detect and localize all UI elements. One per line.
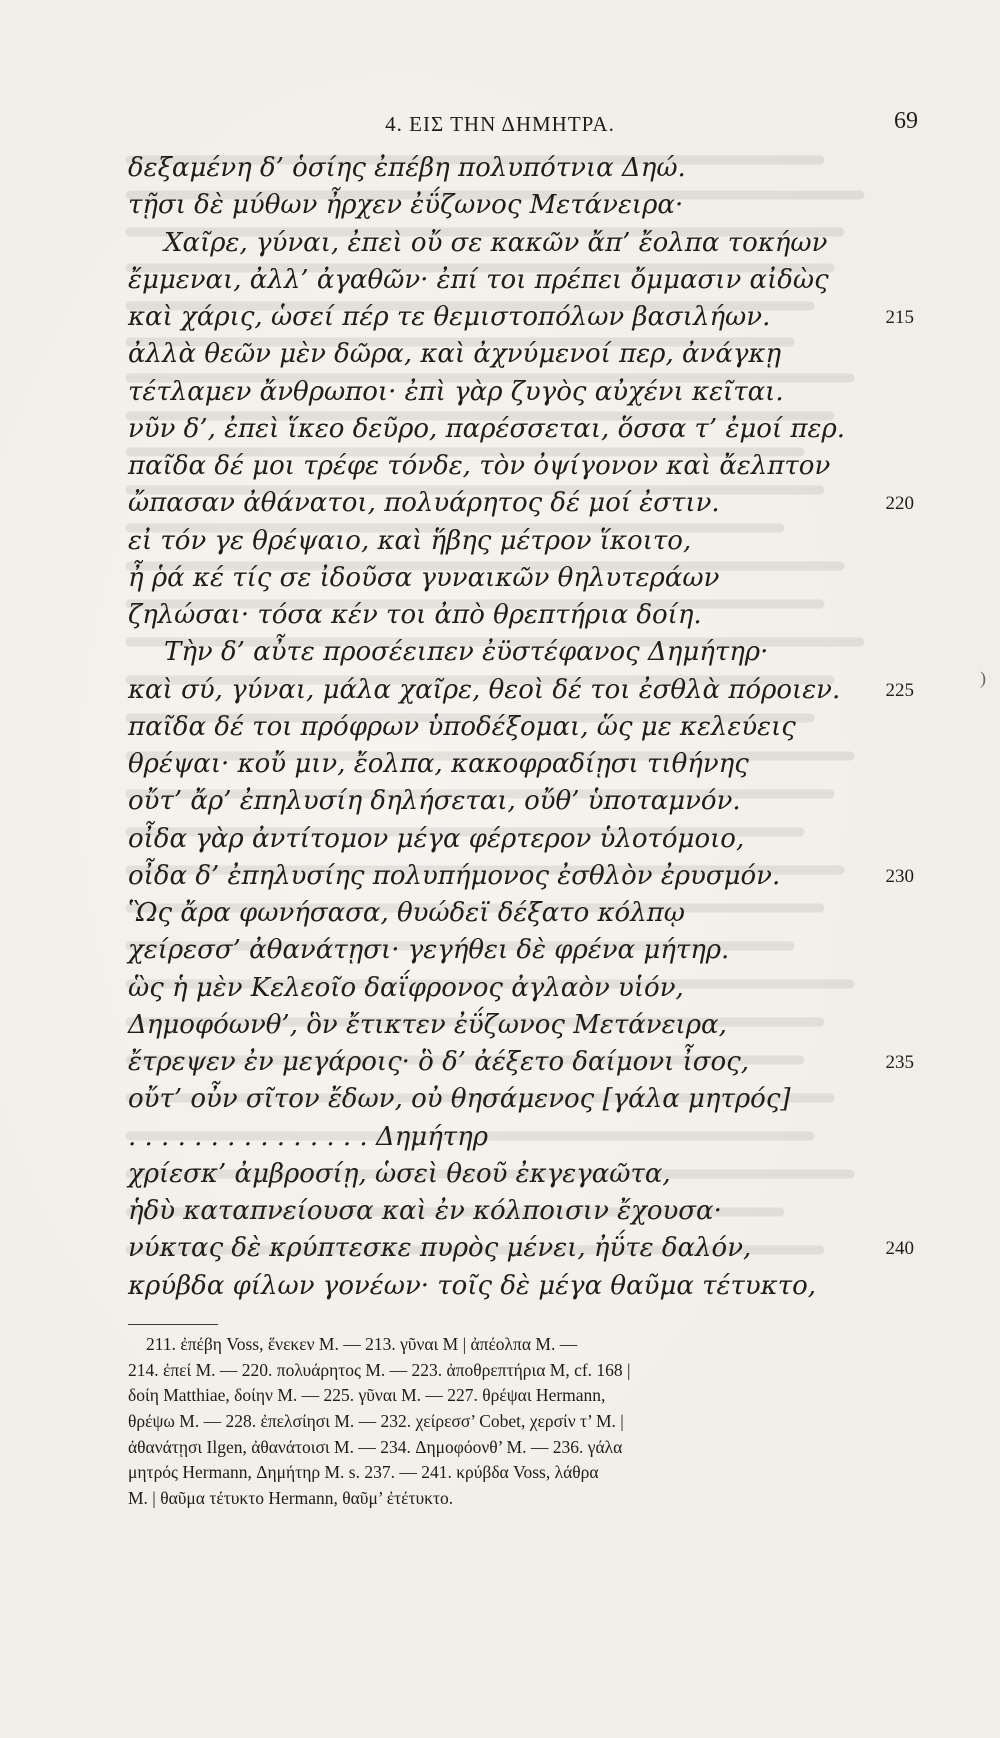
verse-line: [0, 560, 1000, 597]
verse-line: [0, 1193, 1000, 1230]
verse-block: [0, 150, 1000, 1305]
apparatus-line: 214. ἐπεί M. — 220. πολυάρητος M. — 223. ἀποθρεπτήρια M, cf. 168 |: [128, 1359, 631, 1380]
verse-text: Δημοφόωνθ’, ὃν ἔτικτεν ἐΰζωνος Μετάνειρα,: [128, 1009, 727, 1040]
verse-line: [0, 895, 1000, 932]
verse-text: ἔμμεναι, ἀλλ’ ἀγαθῶν· ἐπί τοι πρέπει ὄμμασιν αἰδὼς: [128, 264, 829, 295]
page-number: 69: [894, 108, 918, 134]
verse-line: [0, 523, 1000, 560]
verse-text: ἔτρεψεν ἐν μεγάροις· ὃ δ’ ἀέξετο δαίμονι ἶσος,: [128, 1047, 750, 1077]
verse-line: [0, 374, 1000, 411]
line-number: 225: [885, 679, 914, 701]
verse-text: Χαῖρε, γύναι, ἐπεὶ οὔ σε κακῶν ἄπ’ ἔολπα τοκήων: [164, 227, 828, 258]
verse-text: καὶ χάρις, ὡσεί πέρ τε θεμιστοπόλων βασιλήων.: [128, 302, 771, 332]
line-number: 220: [885, 493, 914, 515]
verse-line: [0, 225, 1000, 262]
verse-line: [0, 672, 1000, 709]
verse-line: [0, 858, 1000, 895]
apparatus-line: ἀθανάτῃσι Ilgen, ἀθανάτοισι M. — 234. Δημοφόονθ’ M. — 236. γάλα: [128, 1436, 623, 1457]
verse-text: οἶδα δ’ ἐπηλυσίης πολυπήμονος ἐσθλὸν ἐρυσμόν.: [128, 860, 781, 891]
verse-text: Τὴν δ’ αὖτε προσέειπεν ἐϋστέφανος Δημήτηρ·: [164, 637, 769, 668]
verse-line: [0, 783, 1000, 820]
apparatus-line: δοίη Matthiae, δοίην M. — 225. γῦναι M. — 227. θρέψαι Hermann,: [128, 1385, 606, 1406]
verse-line: [0, 1119, 1000, 1156]
verse-line: [0, 1156, 1000, 1193]
verse-line: [0, 1268, 1000, 1305]
verse-text: νύκτας δὲ κρύπτεσκε πυρὸς μένει, ἠΰτε δαλόν,: [128, 1233, 752, 1264]
verse-text: εἰ τόν γε θρέψαιο, καὶ ἥβης μέτρον ἵκοιτο,: [128, 525, 692, 556]
margin-mark: ): [980, 668, 986, 688]
verse-line: [0, 746, 1000, 783]
verse-text: δεξαμένη δ’ ὁσίης ἐπέβη πολυπότνια Δηώ.: [128, 153, 686, 183]
verse-text: Ὣς ἄρα φωνήσασα, θυώδεϊ δέξατο κόλπῳ: [128, 898, 685, 928]
verse-text: καὶ σύ, γύναι, μάλα χαῖρε, θεοὶ δέ τοι ἐσθλὰ πόροιεν.: [128, 674, 841, 705]
verse-text: οὔτ’ οὖν σῖτον ἔδων, οὐ θησάμενος [γάλα μητρός]: [128, 1084, 791, 1115]
verse-line: [0, 150, 1000, 187]
verse-line: [0, 1007, 1000, 1044]
verse-text: τῇσι δὲ μύθων ἦρχεν ἐΰζωνος Μετάνειρα·: [128, 190, 684, 221]
verse-text: παῖδα δέ τοι πρόφρων ὑποδέξομαι, ὥς με κελεύεις: [128, 711, 796, 742]
verse-text: οἶδα γὰρ ἀντίτομον μέγα φέρτερον ὑλοτόμοιο,: [128, 823, 745, 854]
line-number: 235: [885, 1052, 914, 1073]
verse-line: [0, 448, 1000, 485]
footnote-rule: [128, 1324, 218, 1325]
verse-line: [0, 187, 1000, 224]
verse-text: ἀλλὰ θεῶν μὲν δῶρα, καὶ ἀχνύμενοί περ, ἀνάγκῃ: [128, 339, 782, 370]
verse-line: [0, 485, 1000, 522]
verse-text: θρέψαι· κοὔ μιν, ἔολπα, κακοφραδίῃσι τιθήνης: [128, 749, 749, 779]
verse-line: [0, 1044, 1000, 1081]
verse-line: [0, 970, 1000, 1007]
verse-line: [0, 597, 1000, 634]
verse-text: ὣς ἡ μὲν Κελεοῖο δαΐφρονος ἀγλαὸν υἱόν,: [128, 972, 684, 1003]
apparatus-line: 211. ἐπέβη Voss, ἕνεκεν M. — 213. γῦναι M | ἀπέολπα M. —: [146, 1334, 578, 1354]
verse-text: χρίεσκ’ ἀμβροσίῃ, ὡσεὶ θεοῦ ἐκγεγαῶτα,: [128, 1158, 671, 1189]
critical-apparatus: [128, 1332, 918, 1512]
apparatus-line: θρέψω M. — 228. ἐπελσίησι M. — 232. χείρεσσ’ Cobet, χερσίν τ’ M. |: [128, 1411, 624, 1432]
verse-text: τέτλαμεν ἄνθρωποι· ἐπὶ γὰρ ζυγὸς αὐχένι κεῖται.: [128, 376, 784, 407]
verse-text: ἡδὺ καταπνείουσα καὶ ἐν κόλποισιν ἔχουσα·: [128, 1196, 722, 1226]
verse-text: ἦ ῥά κέ τίς σε ἰδοῦσα γυναικῶν θηλυτεράων: [128, 562, 720, 593]
verse-line: [0, 1230, 1000, 1267]
verse-text: παῖδα δέ μοι τρέφε τόνδε, τὸν ὀψίγονον καὶ ἄελπτον: [128, 451, 831, 481]
verse-line: [0, 709, 1000, 746]
verse-line: [0, 262, 1000, 299]
apparatus-line: M. | θαῦμα τέτυκτο Hermann, θαῦμ’ ἐτέτυκτο.: [128, 1488, 454, 1509]
verse-line: [0, 634, 1000, 671]
apparatus-line: μητρός Hermann, Δημήτηρ M. s. 237. — 241. κρύβδα Voss, λάθρα: [128, 1462, 599, 1483]
verse-line: [0, 336, 1000, 373]
line-number: 215: [885, 307, 914, 328]
verse-text: οὔτ’ ἄρ’ ἐπηλυσίη δηλήσεται, οὔθ’ ὑποταμνόν.: [128, 786, 741, 817]
line-number: 240: [885, 1238, 914, 1260]
verse-text: νῦν δ’, ἐπεὶ ἵκεο δεῦρο, παρέσσεται, ὅσσα τ’ ἐμοί περ.: [128, 413, 846, 444]
verse-text: κρύβδα φίλων γονέων· τοῖς δὲ μέγα θαῦμα τέτυκτο,: [128, 1270, 817, 1301]
running-header: 4. ΕΙΣ ΤΗΝ ΔΗΜΗΤΡΑ.: [385, 112, 615, 136]
verse-line: [0, 821, 1000, 858]
verse-line: [0, 411, 1000, 448]
verse-line: [0, 932, 1000, 969]
verse-line: [0, 299, 1000, 336]
verse-text: . . . . . . . . . . . . . . . Δημήτηρ: [128, 1121, 489, 1152]
line-number: 230: [885, 865, 914, 887]
verse-text: χείρεσσ’ ἀθανάτῃσι· γεγήθει δὲ φρένα μήτηρ.: [128, 935, 730, 966]
verse-text: ζηλώσαι· τόσα κέν τοι ἀπὸ θρεπτήρια δοίη.: [128, 600, 702, 630]
verse-text: ὤπασαν ἀθάνατοι, πολυάρητος δέ μοί ἐστιν.: [128, 488, 720, 519]
verse-line: [0, 1081, 1000, 1118]
